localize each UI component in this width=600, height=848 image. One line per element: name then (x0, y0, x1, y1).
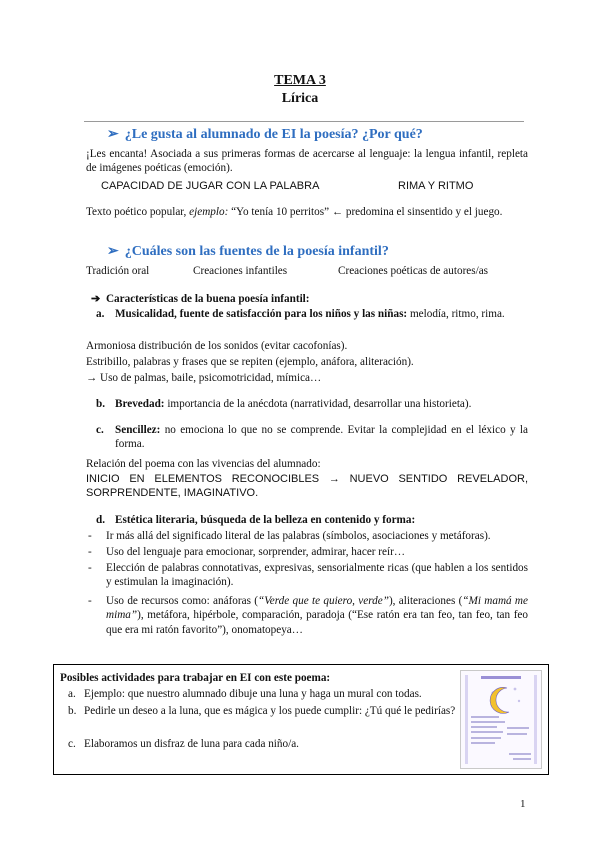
dash-item: - Elección de palabras connotativas, expresivas, sensorialmente ricas (que hablen a los sentidos y estimulan la imaginación). (88, 562, 528, 589)
list-item-a: a. Musicalidad, fuente de satisfacción para los niños y las niñas: melodía, ritmo, rima. (96, 308, 505, 320)
intro-paragraph: ¡Les encanta! Asociada a sus primeras formas de acercarse al lenguaje: la lengua infantil, repleta de imágenes poéticas (emoción). (86, 148, 528, 175)
question-heading-2: ➢ ¿Cuáles son las fuentes de la poesía infantil? (107, 244, 389, 259)
relation-text: Relación del poema con las vivencias del alumnado: (86, 458, 321, 470)
question-heading-1: ➢ ¿Le gusta al alumnado de EI la poesía? ¿Por qué? (107, 127, 423, 142)
activity-item: b. Pedirle un deseo a la luna, que es mágica y los puede cumplir: ¿Tú qué le pedirías? (68, 705, 456, 717)
popular-text-paragraph: Texto poético popular, ejemplo: “Yo tenía 10 perritos” ← predomina el sinsentido y el juego. (86, 206, 503, 218)
list-item-b: b. Brevedad: importancia de la anécdota (narratividad, desarrollar una historieta). (96, 398, 472, 410)
title-divider (84, 121, 524, 122)
list-item-d: d. Estética literaria, búsqueda de la belleza en contenido y forma: (96, 514, 416, 526)
page-number: 1 (520, 798, 526, 810)
source-item: Creaciones poéticas de autores/as (338, 265, 489, 277)
list-item-c: c. Sencillez: no emociona lo que no se comprende. Evitar la complejidad en el léxico y la forma. (96, 424, 528, 451)
dash-item: - Uso del lenguaje para emocionar, sorprender, admirar, hacer reír… (88, 546, 406, 558)
text-line: Estribillo, palabras y frases que se repiten (ejemplo, anáfora, aliteración). (86, 356, 414, 368)
dash-item: - Ir más allá del significado literal de las palabras (símbolos, asociaciones y metáforas). (88, 530, 491, 542)
arrowhead-icon: ➢ (107, 244, 119, 259)
rhyme-label: RIMA Y RITMO (398, 180, 474, 192)
activity-item: c. Elaboramos un disfraz de luna para cada niño/a. (68, 738, 299, 750)
page-subtitle: Lírica (281, 91, 319, 106)
activity-item: a. Ejemplo: que nuestro alumnado dibuje una luna y haga un mural con todas. (68, 688, 422, 700)
arrowhead-icon: ➢ (107, 127, 119, 142)
text-line: Armoniosa distribución de los sonidos (evitar cacofonías). (86, 340, 348, 352)
caps-statement: INICIO EN ELEMENTOS RECONOCIBLES → NUEVO SENTIDO REVELADOR, SORPRENDENTE, IMAGINATIVO. (86, 473, 528, 500)
dash-item: - Uso de recursos como: anáforas (“Verde que te quiero, verde”), aliteraciones (“Mi mamá me mima”), metáfora, hipérbole, comparación, paradoja (“Ese ratón era tan feo, tan feo, tan feo que era mi ratón favorito”), onomatopeya… (88, 595, 528, 636)
characteristics-heading: ➔ Características de la buena poesía infantil: (91, 293, 310, 305)
activities-title: Posibles actividades para trabajar en EI con este poema: (60, 672, 331, 684)
capacity-label: CAPACIDAD DE JUGAR CON LA PALABRA (101, 180, 320, 192)
poem-image (460, 670, 542, 769)
source-item: Tradición oral (86, 265, 150, 277)
source-item: Creaciones infantiles (193, 265, 288, 277)
page-title: TEMA 3 (274, 73, 326, 88)
text-line: → Uso de palmas, baile, psicomotricidad, mímica… (86, 372, 322, 384)
arrow-right-icon: ➔ (91, 293, 101, 305)
